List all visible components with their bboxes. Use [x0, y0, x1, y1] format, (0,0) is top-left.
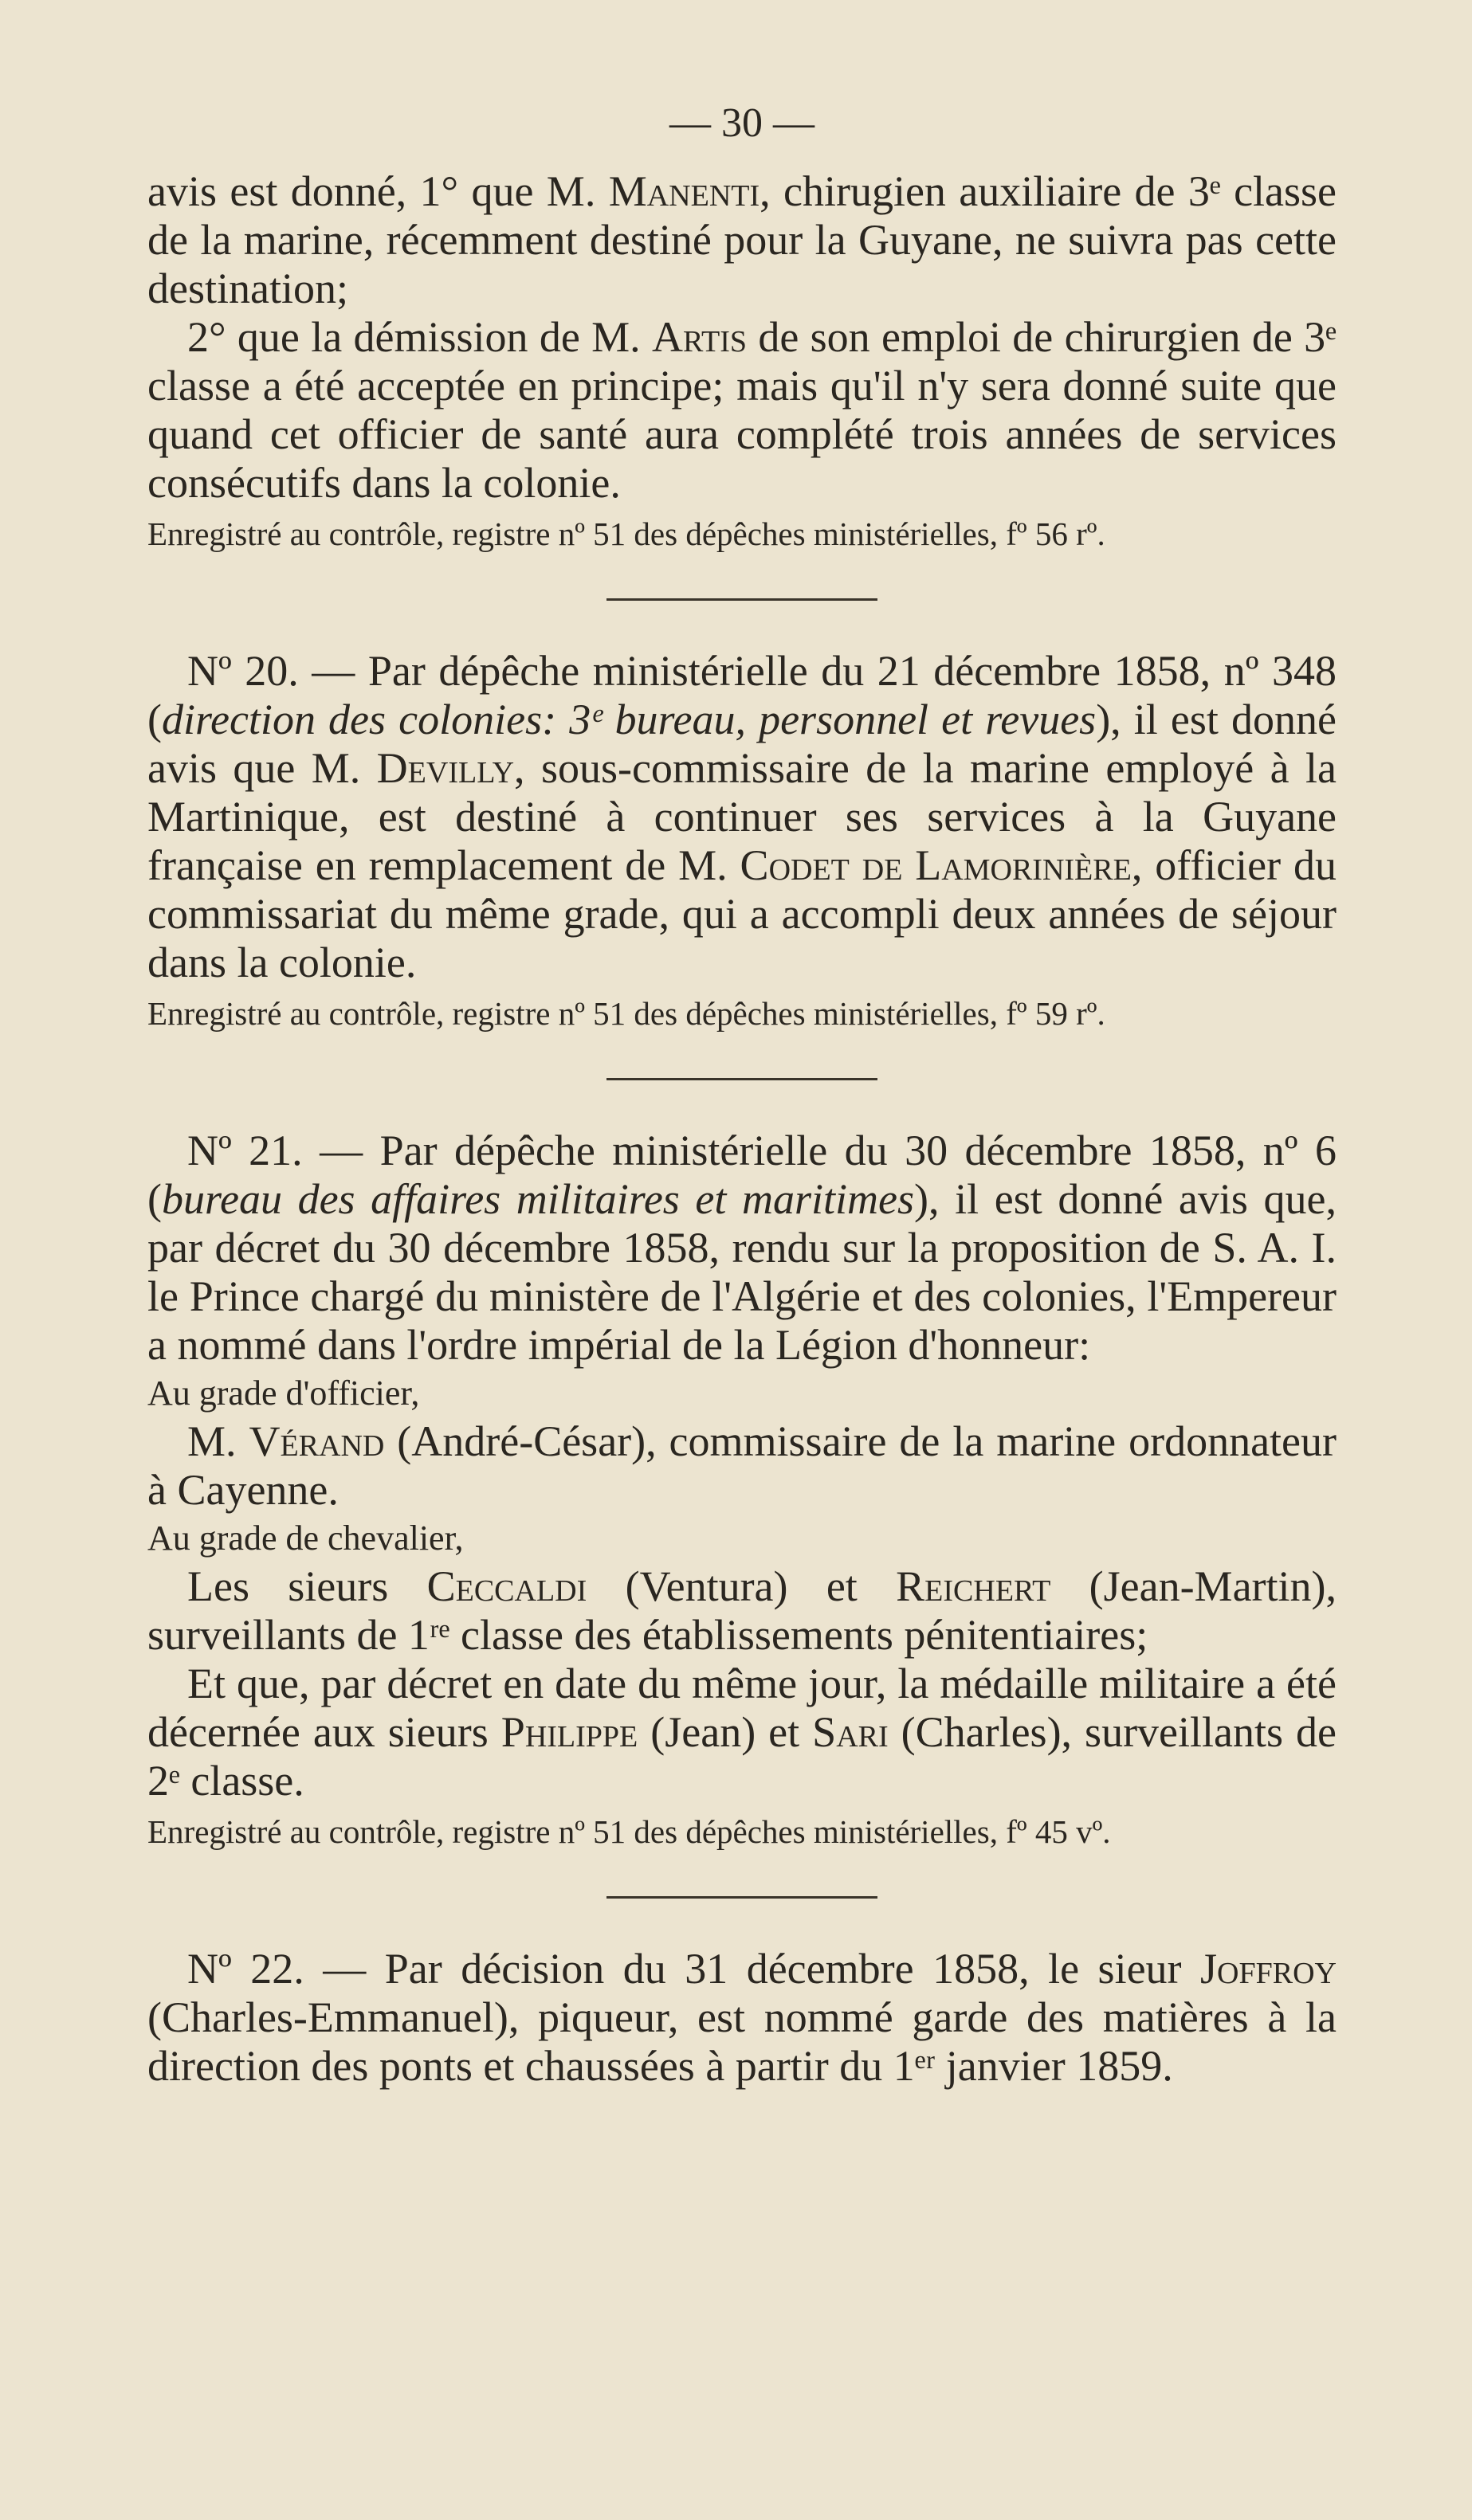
registration-note: Enregistré au contrôle, registre nº 51 des dépêches ministérielles, fº 56 rº. — [147, 515, 1105, 552]
text-run: (Ventura) et — [587, 1562, 897, 1610]
person-name: Reichert — [896, 1562, 1051, 1610]
text-run: , sous-commissaire de la marine employé à la Martinique, est destiné à continuer ses services à la Guyane française en remplacement de M. — [147, 744, 1337, 889]
grade-heading-officier: Au grade d'officier, — [147, 1374, 420, 1413]
paragraph-manenti — [147, 167, 1337, 313]
person-name: Vérand — [249, 1417, 385, 1465]
text-run: ), il est donné avis que M. — [147, 696, 1337, 792]
person-name: Manenti — [608, 167, 760, 215]
paragraph-verand — [147, 1417, 1337, 1515]
text-run: Nº 20. — Par dépêche ministérielle du 21 décembre 1858, nº 348 ( — [147, 647, 1337, 743]
person-name: Codet de Lamorinière — [740, 841, 1132, 889]
italic-run: bureau des affaires militaires et maritimes — [161, 1175, 915, 1223]
text-run: (Charles), surveillants de 2ᵉ classe. — [147, 1708, 1337, 1805]
text-run: (Jean) et — [638, 1708, 813, 1756]
text-run: (Charles-Emmanuel), piqueur, est nommé garde des matières à la direction des ponts et chaussées à partir du 1ᵉʳ janvier 1859. — [147, 1993, 1337, 2090]
person-name: Philippe — [500, 1708, 638, 1756]
text-run: Nº 22. — Par décision du 31 décembre 1858, le sieur — [187, 1945, 1201, 1993]
text-run: , officier du commissariat du même grade, qui a accompli deux années de séjour dans la colonie. — [147, 841, 1337, 986]
registration-note: Enregistré au contrôle, registre nº 51 des dépêches ministérielles, fº 45 vº. — [147, 1813, 1111, 1850]
registration-note: Enregistré au contrôle, registre nº 51 des dépêches ministérielles, fº 59 rº. — [147, 995, 1105, 1032]
person-name: Artis — [651, 313, 748, 361]
text-run: Et que, par décret en date du même jour, la médaille militaire a été décernée aux sieurs — [147, 1660, 1337, 1756]
person-name: Devilly — [376, 744, 515, 792]
section-divider — [606, 598, 877, 601]
paragraph-no-22 — [147, 1945, 1337, 2091]
person-name: Sari — [812, 1708, 889, 1756]
text-run: Les sieurs — [187, 1562, 427, 1610]
text-run: (Jean-Martin), surveillants de 1ʳᵉ classe des établissements pénitentiaires; — [147, 1562, 1337, 1659]
section-divider — [606, 1078, 877, 1080]
paragraph-ceccaldi-reichert — [147, 1562, 1337, 1660]
italic-run: direction des colonies: 3ᵉ bureau, personnel et revues — [161, 696, 1097, 743]
paragraph-medaille-militaire — [147, 1660, 1337, 1805]
paragraph-no-21 — [147, 1127, 1337, 1370]
text-run: , chirugien auxiliaire de 3ᵉ classe de la marine, récemment destiné pour la Guyane, ne suivra pas cette destination; — [147, 167, 1337, 312]
grade-heading-chevalier: Au grade de chevalier, — [147, 1519, 464, 1558]
text-run: avis est donné, 1° que M. — [147, 167, 609, 215]
text-run: de son emploi de chirurgien de 3ᵉ classe a été acceptée en principe; mais qu'il n'y sera donné suite que quand cet officier de santé aura complété trois années de services consécutifs dans la colonie. — [147, 313, 1337, 507]
person-name: Ceccaldi — [426, 1562, 587, 1610]
text-run: (André-César), commissaire de la marine ordonnateur à Cayenne. — [147, 1417, 1337, 1514]
person-name: Joffroy — [1200, 1945, 1337, 1993]
section-divider — [606, 1896, 877, 1899]
text-run: ), il est donné avis que, par décret du 30 décembre 1858, rendu sur la proposition de S. A. I. le Prince chargé du ministère de l'Algérie et des colonies, l'Empereur a nommé dans l'ordre impérial de la Légion d'honneur: — [147, 1175, 1337, 1369]
text-run: 2° que la démission de M. — [187, 313, 652, 361]
paragraph-no-20 — [147, 647, 1337, 987]
paragraph-artis — [147, 313, 1337, 508]
page-number: — 30 — — [669, 100, 815, 146]
text-run: Nº 21. — Par dépêche ministérielle du 30 décembre 1858, nº 6 ( — [147, 1127, 1337, 1223]
text-run: M. — [187, 1417, 249, 1465]
